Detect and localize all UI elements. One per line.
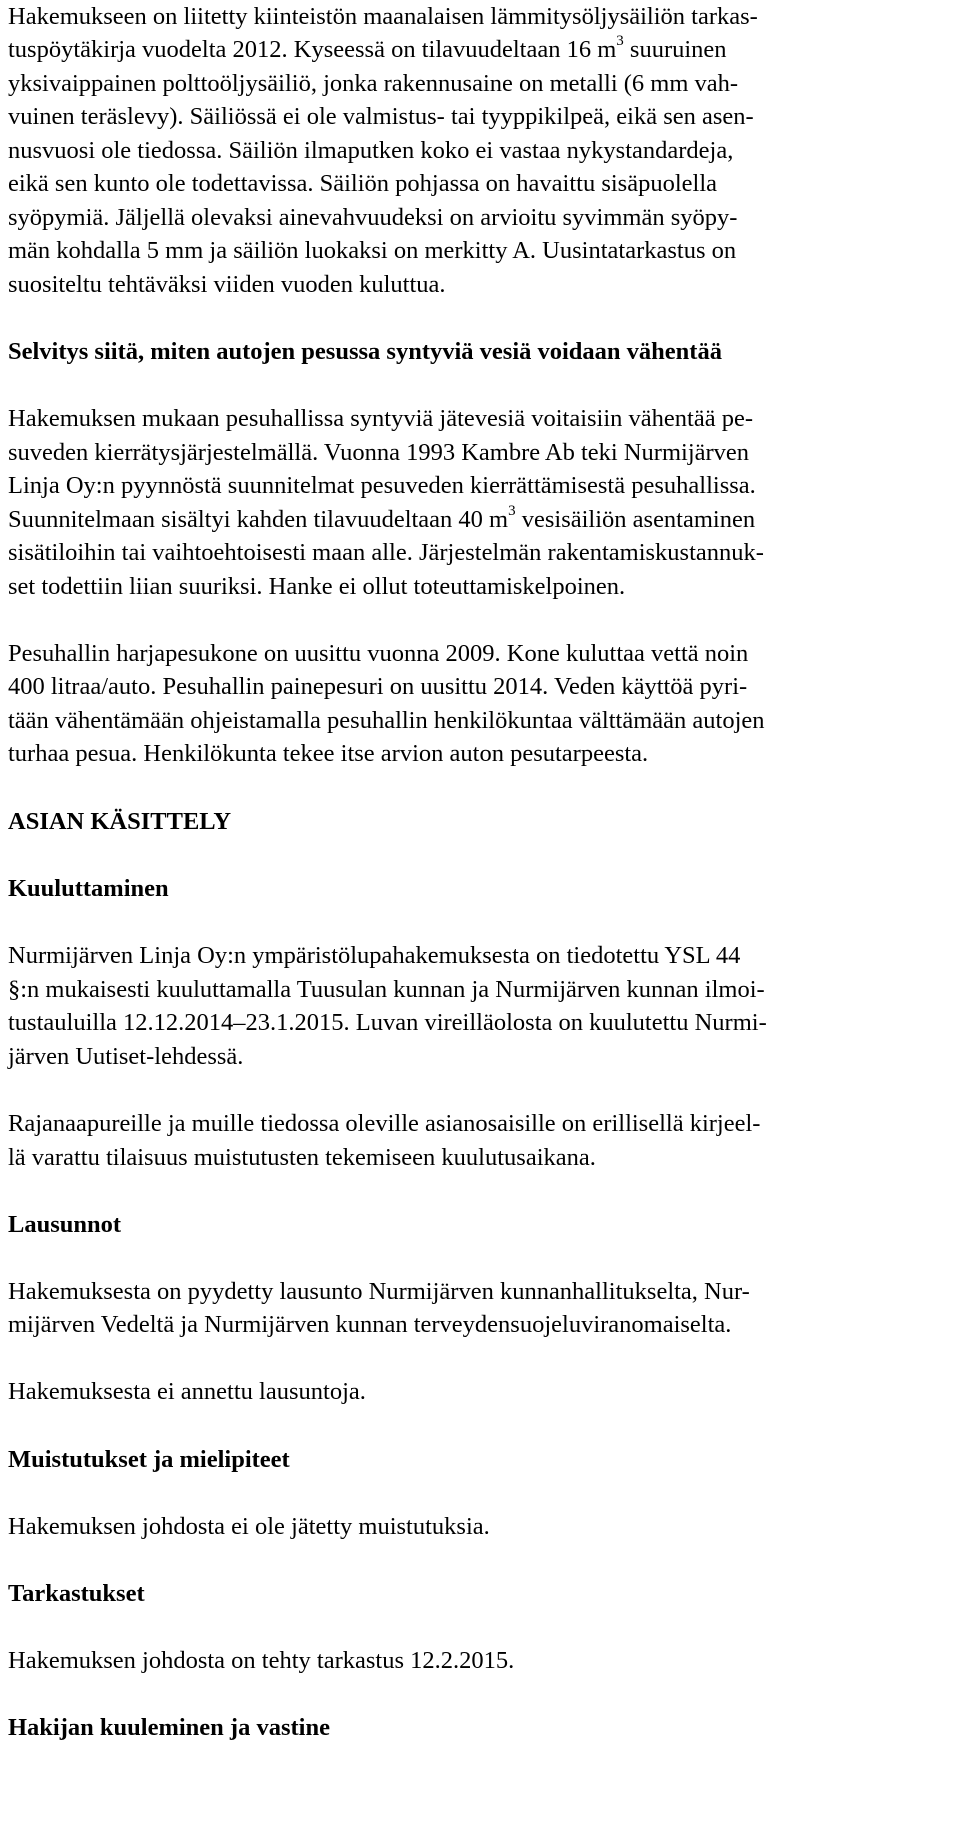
paragraph-line: suveden kierrätysjärjestelmällä. Vuonna 1993 Kambre Ab teki Nurmijärven — [8, 439, 750, 466]
paragraph-line: Hakemukseen on liitetty kiinteistön maanalaisen lämmitysöljysäiliön tarkas- — [8, 3, 758, 30]
paragraph-line: Suunnitelmaan sisältyi kahden tilavuudeltaan 40 $m^3$ vesisäiliön asentaminen — [8, 502, 756, 533]
paragraph-line: Linja Oy:n pyynnöstä suunnitelmat pesuveden kierrättämisestä pesuhallissa. — [8, 472, 756, 499]
paragraph-line: yksivaippainen polttoöljysäiliö, jonka rakennusaine on metalli (6 mm vah- — [8, 70, 739, 97]
paragraph-line: tuspöytäkirja vuodelta 2012. Kyseessä on tilavuudeltaan 16 $m^3$ suuruinen — [8, 32, 727, 63]
subsection-heading: Kuuluttaminen — [8, 875, 169, 902]
paragraph-line: Hakemuksen johdosta ei ole jätetty muistutuksia. — [8, 1513, 490, 1540]
section-heading: Selvitys siitä, miten autojen pesussa syntyviä vesiä voidaan vähentää — [8, 338, 722, 365]
subsection-heading: Tarkastukset — [8, 1580, 145, 1607]
paragraph-line: vuinen teräslevy). Säiliössä ei ole valmistus- tai tyyppikilpeä, eikä sen asen- — [8, 103, 754, 130]
paragraph-line: Hakemuksen johdosta on tehty tarkastus 12.2.2015. — [8, 1647, 515, 1674]
paragraph-line: syöpymiä. Jäljellä olevaksi ainevahvuudeksi on arvioitu syvimmän syöpy- — [8, 204, 738, 231]
paragraph-line: sisätiloihin tai vaihtoehtoisesti maan alle. Järjestelmän rakentamiskustannuk- — [8, 539, 764, 566]
superscript: 3 — [508, 502, 516, 519]
paragraph-line: set todettiin liian suuriksi. Hanke ei ollut toteuttamiskelpoinen. — [8, 573, 626, 600]
paragraph-line: Pesuhallin harjapesukone on uusittu vuonna 2009. Kone kuluttaa vettä noin — [8, 640, 749, 667]
paragraph-line: Hakemuksesta ei annettu lausuntoja. — [8, 1378, 366, 1405]
subsection-heading: Muistutukset ja mielipiteet — [8, 1446, 290, 1473]
paragraph-line: män kohdalla 5 mm ja säiliön luokaksi on merkitty A. Uusintatarkastus on — [8, 237, 737, 264]
paragraph-line: mijärven Vedeltä ja Nurmijärven kunnan terveydensuojeluviranomaiselta. — [8, 1311, 732, 1338]
paragraph-line: järven Uutiset-lehdessä. — [8, 1043, 244, 1070]
paragraph-line: lä varattu tilaisuus muistutusten tekemiseen kuulutusaikana. — [8, 1144, 596, 1171]
paragraph-line: 400 litraa/auto. Pesuhallin painepesuri on uusittu 2014. Veden käyttöä pyri- — [8, 673, 748, 700]
paragraph-line: §:n mukaisesti kuuluttamalla Tuusulan kunnan ja Nurmijärven kunnan ilmoi- — [8, 976, 765, 1003]
paragraph-line: tään vähentämään ohjeistamalla pesuhallin henkilökuntaa välttämään autojen — [8, 707, 765, 734]
superscript: 3 — [616, 32, 624, 49]
paragraph-line: tustauluilla 12.12.2014–23.1.2015. Luvan vireilläolosta on kuulutettu Nurmi- — [8, 1009, 767, 1036]
paragraph-line: turhaa pesua. Henkilökunta tekee itse arvion auton pesutarpeesta. — [8, 740, 649, 767]
paragraph-line: Nurmijärven Linja Oy:n ympäristölupahakemuksesta on tiedotettu YSL 44 — [8, 942, 741, 969]
subsection-heading: Hakijan kuuleminen ja vastine — [8, 1714, 330, 1741]
paragraph-line: Hakemuksen mukaan pesuhallissa syntyviä jätevesiä voitaisiin vähentää pe- — [8, 405, 753, 432]
paragraph-line: nusvuosi ole tiedossa. Säiliön ilmaputken koko ei vastaa nykystandardeja, — [8, 137, 734, 164]
paragraph-line: Hakemuksesta on pyydetty lausunto Nurmijärven kunnanhallitukselta, Nur- — [8, 1278, 750, 1305]
paragraph-line: eikä sen kunto ole todettavissa. Säiliön pohjassa on havaittu sisäpuolella — [8, 170, 718, 197]
section-heading: ASIAN KÄSITTELY — [8, 808, 232, 835]
paragraph-line: Rajanaapureille ja muille tiedossa oleville asianosaisille on erillisellä kirjeel- — [8, 1110, 761, 1137]
paragraph-line: suositeltu tehtäväksi viiden vuoden kuluttua. — [8, 271, 446, 298]
subsection-heading: Lausunnot — [8, 1211, 122, 1238]
